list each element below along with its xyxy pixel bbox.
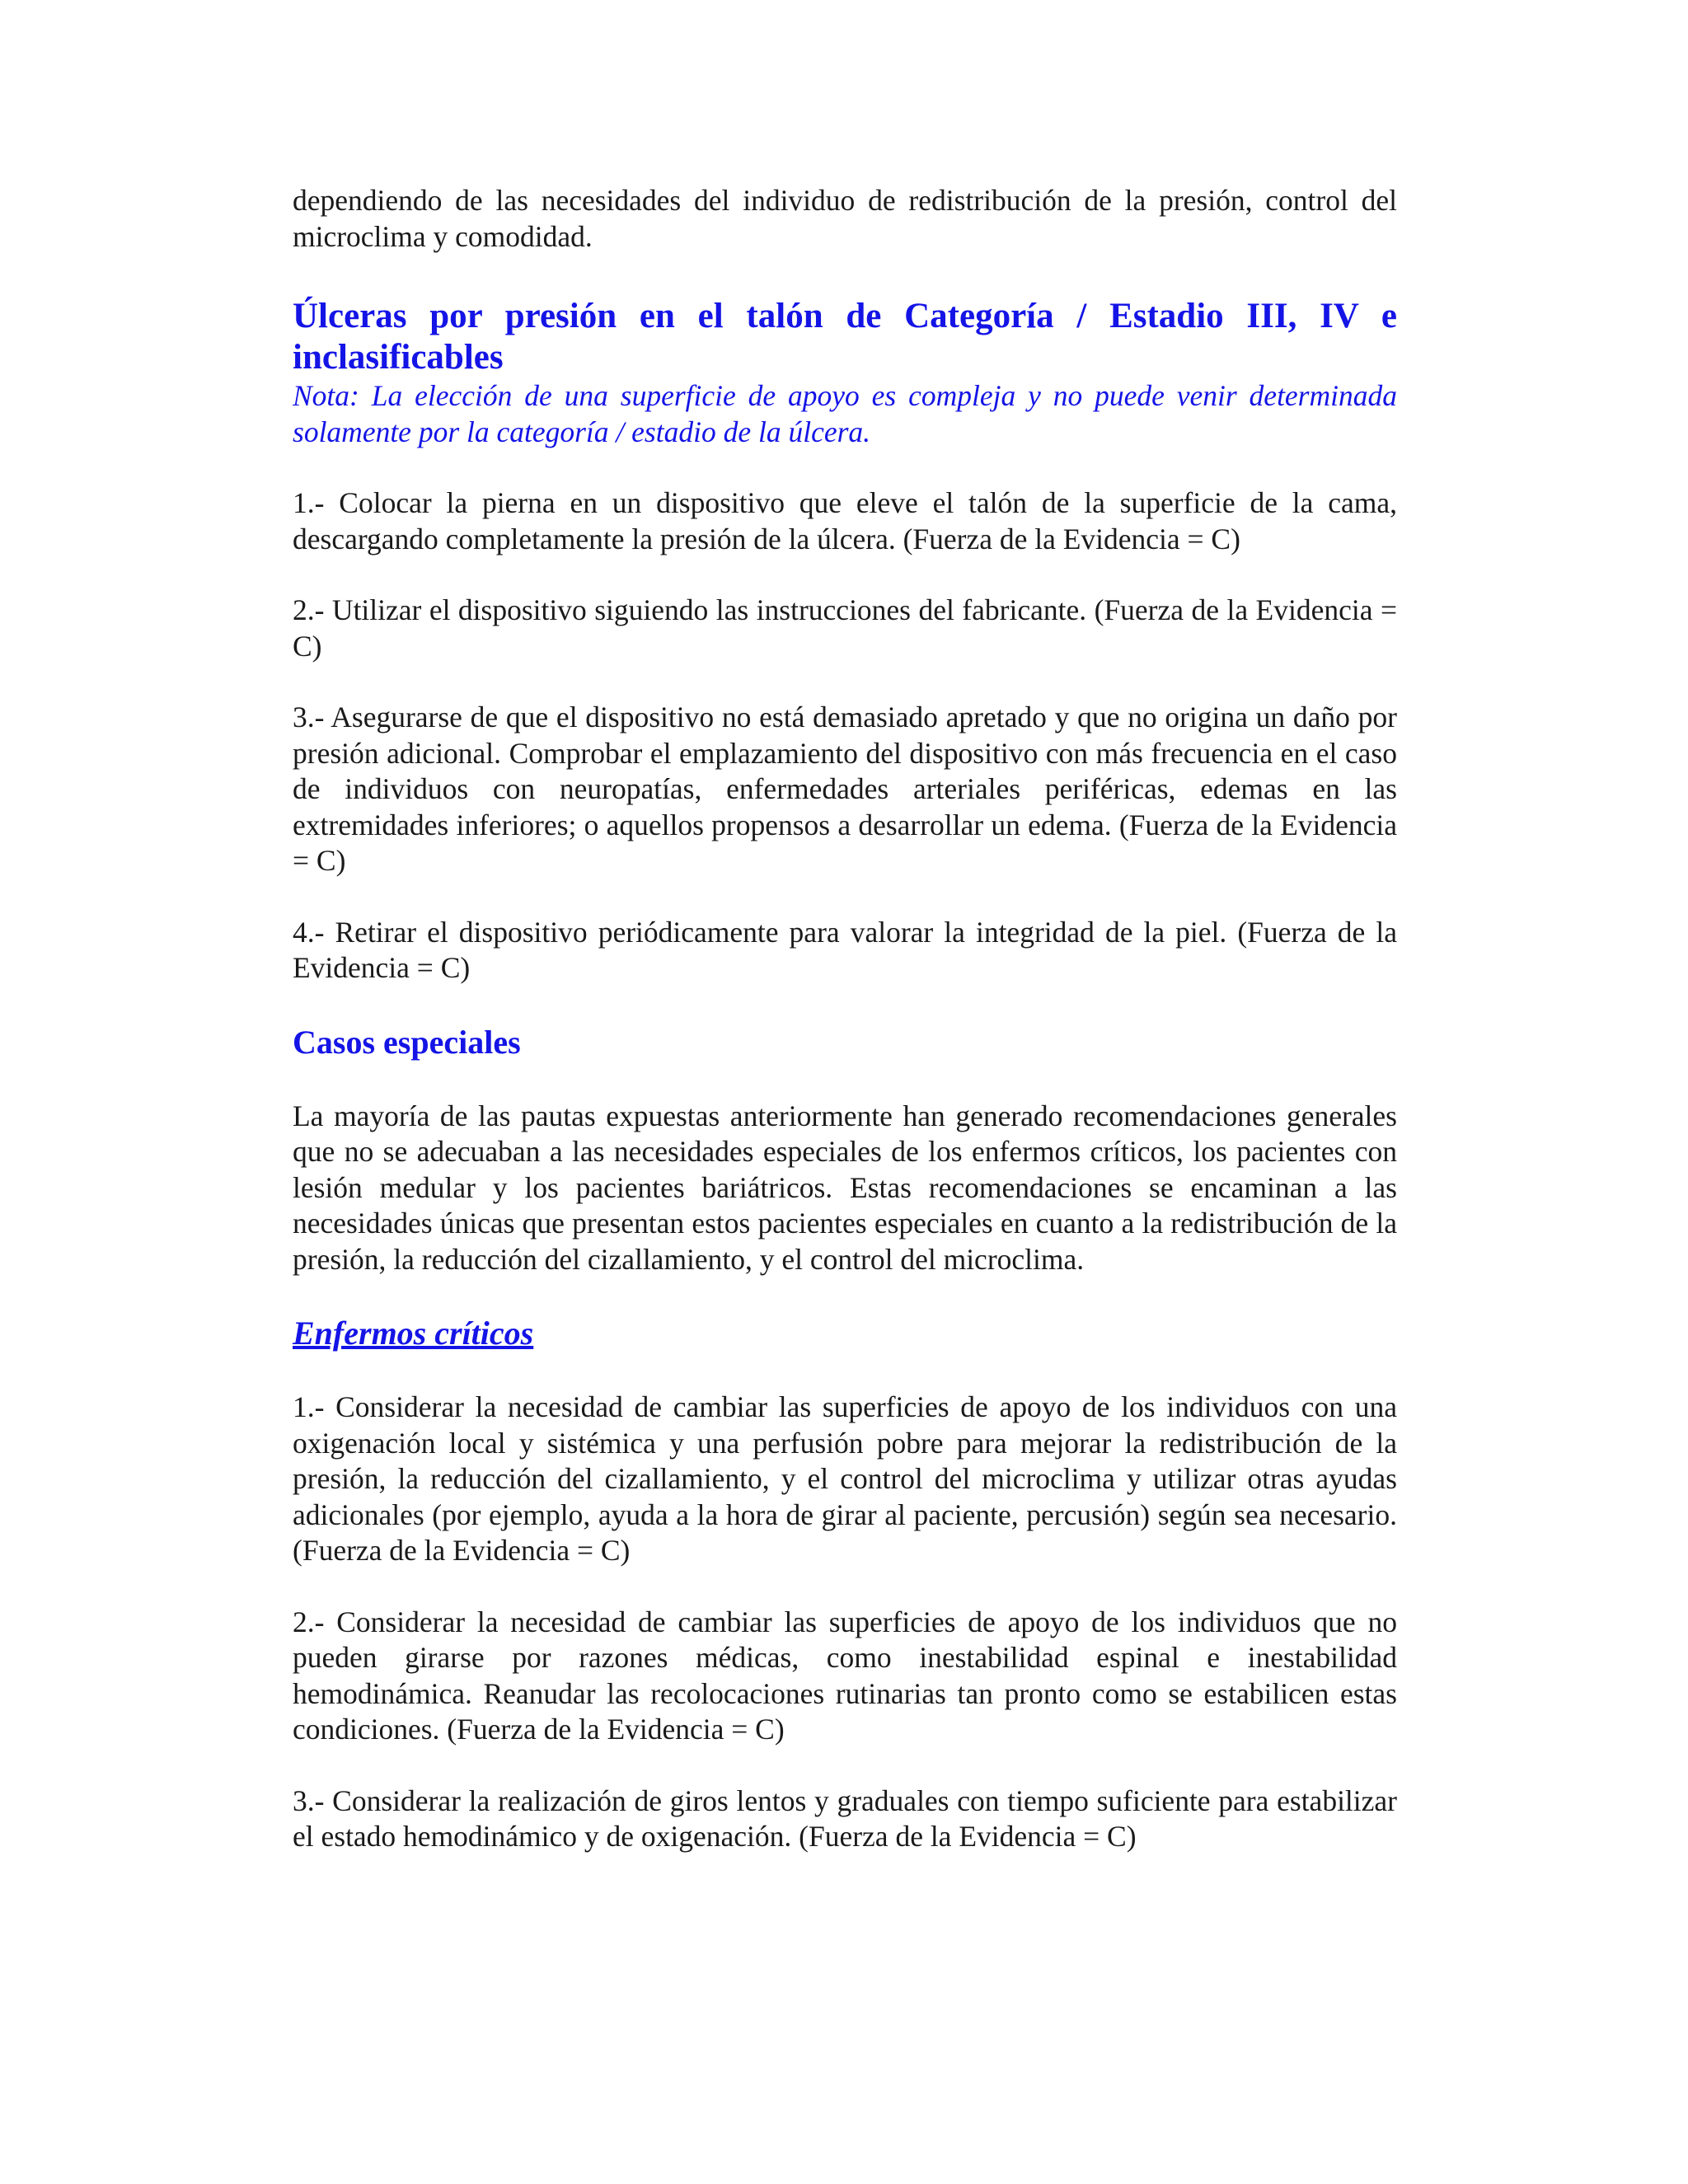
heel-ulcers-heading: Úlceras por presión en el talón de Categoría / Estadio III, IV e inclasificables [293,297,1397,377]
heel-item-1: 1.- Colocar la pierna en un dispositivo que eleve el talón de la superficie de la cama, descargando completamente la presión de la úlcera. (Fuerza de la Evidencia = C) [293,486,1397,555]
critical-item-1: 1.- Considerar la necesidad de cambiar las superficies de apoyo de los individuos con una oxigenación local y sistémica y una perfusión pobre para mejorar la redistribución de la presión, la reducción del cizallamiento, y el control del microclima y utilizar otras ayudas adicionales (por ejemplo, ayuda a la hora de girar al paciente, percusión) según sea necesario. (Fuerza de la Evidencia = C) [293,1390,1397,1567]
document-page [293,183,1397,1891]
heel-item-2: 2.- Utilizar el dispositivo siguiendo las instrucciones del fabricante. (Fuerza de la Evidencia = C) [293,593,1397,663]
critical-patients-heading: Enfermos críticos [293,1315,534,1352]
heel-item-3: 3.- Asegurarse de que el dispositivo no está demasiado apretado y que no origina un daño por presión adicional. Comprobar el emplazamiento del dispositivo con más frecuencia en el caso de individuos con neuropatías, enfermedades arteriales periféricas, edemas en las extremidades inferiores; o aquellos propensos a desarrollar un edema. (Fuerza de la Evidencia = C) [293,701,1397,877]
heel-item-4: 4.- Retirar el dispositivo periódicamente para valorar la integridad de la piel. (Fuerza de la Evidencia = C) [293,915,1397,984]
critical-item-3: 3.- Considerar la realización de giros lentos y graduales con tiempo suficiente para estabilizar el estado hemodinámico y de oxigenación. (Fuerza de la Evidencia = C) [293,1783,1397,1853]
critical-item-2: 2.- Considerar la necesidad de cambiar las superficies de apoyo de los individuos que no pueden girarse por razones médicas, como inestabilidad espinal e inestabilidad hemodinámica. Reanudar las recolocaciones rutinarias tan pronto como se estabilicen estas condiciones. (Fuerza de la Evidencia = C) [293,1605,1397,1746]
special-cases-heading: Casos especiales [293,1023,521,1061]
special-cases-paragraph: La mayoría de las pautas expuestas anteriormente han generado recomendaciones generales que no se adecuaban a las necesidades especiales de los enfermos críticos, los pacientes con lesión medular y los pacientes bariátricos. Estas recomendaciones se encaminan a las necesidades únicas que presentan estos pacientes especiales en cuanto a la redistribución de la presión, la reducción del cizallamiento, y el control del microclima. [293,1099,1397,1276]
intro-paragraph: dependiendo de las necesidades del individuo de redistribución de la presión, control del microclima y comodidad. [293,184,1397,253]
heel-note: Nota: La elección de una superficie de apoyo es compleja y no puede venir determinada solamente por la categoría / estadio de la úlcera. [293,379,1397,448]
